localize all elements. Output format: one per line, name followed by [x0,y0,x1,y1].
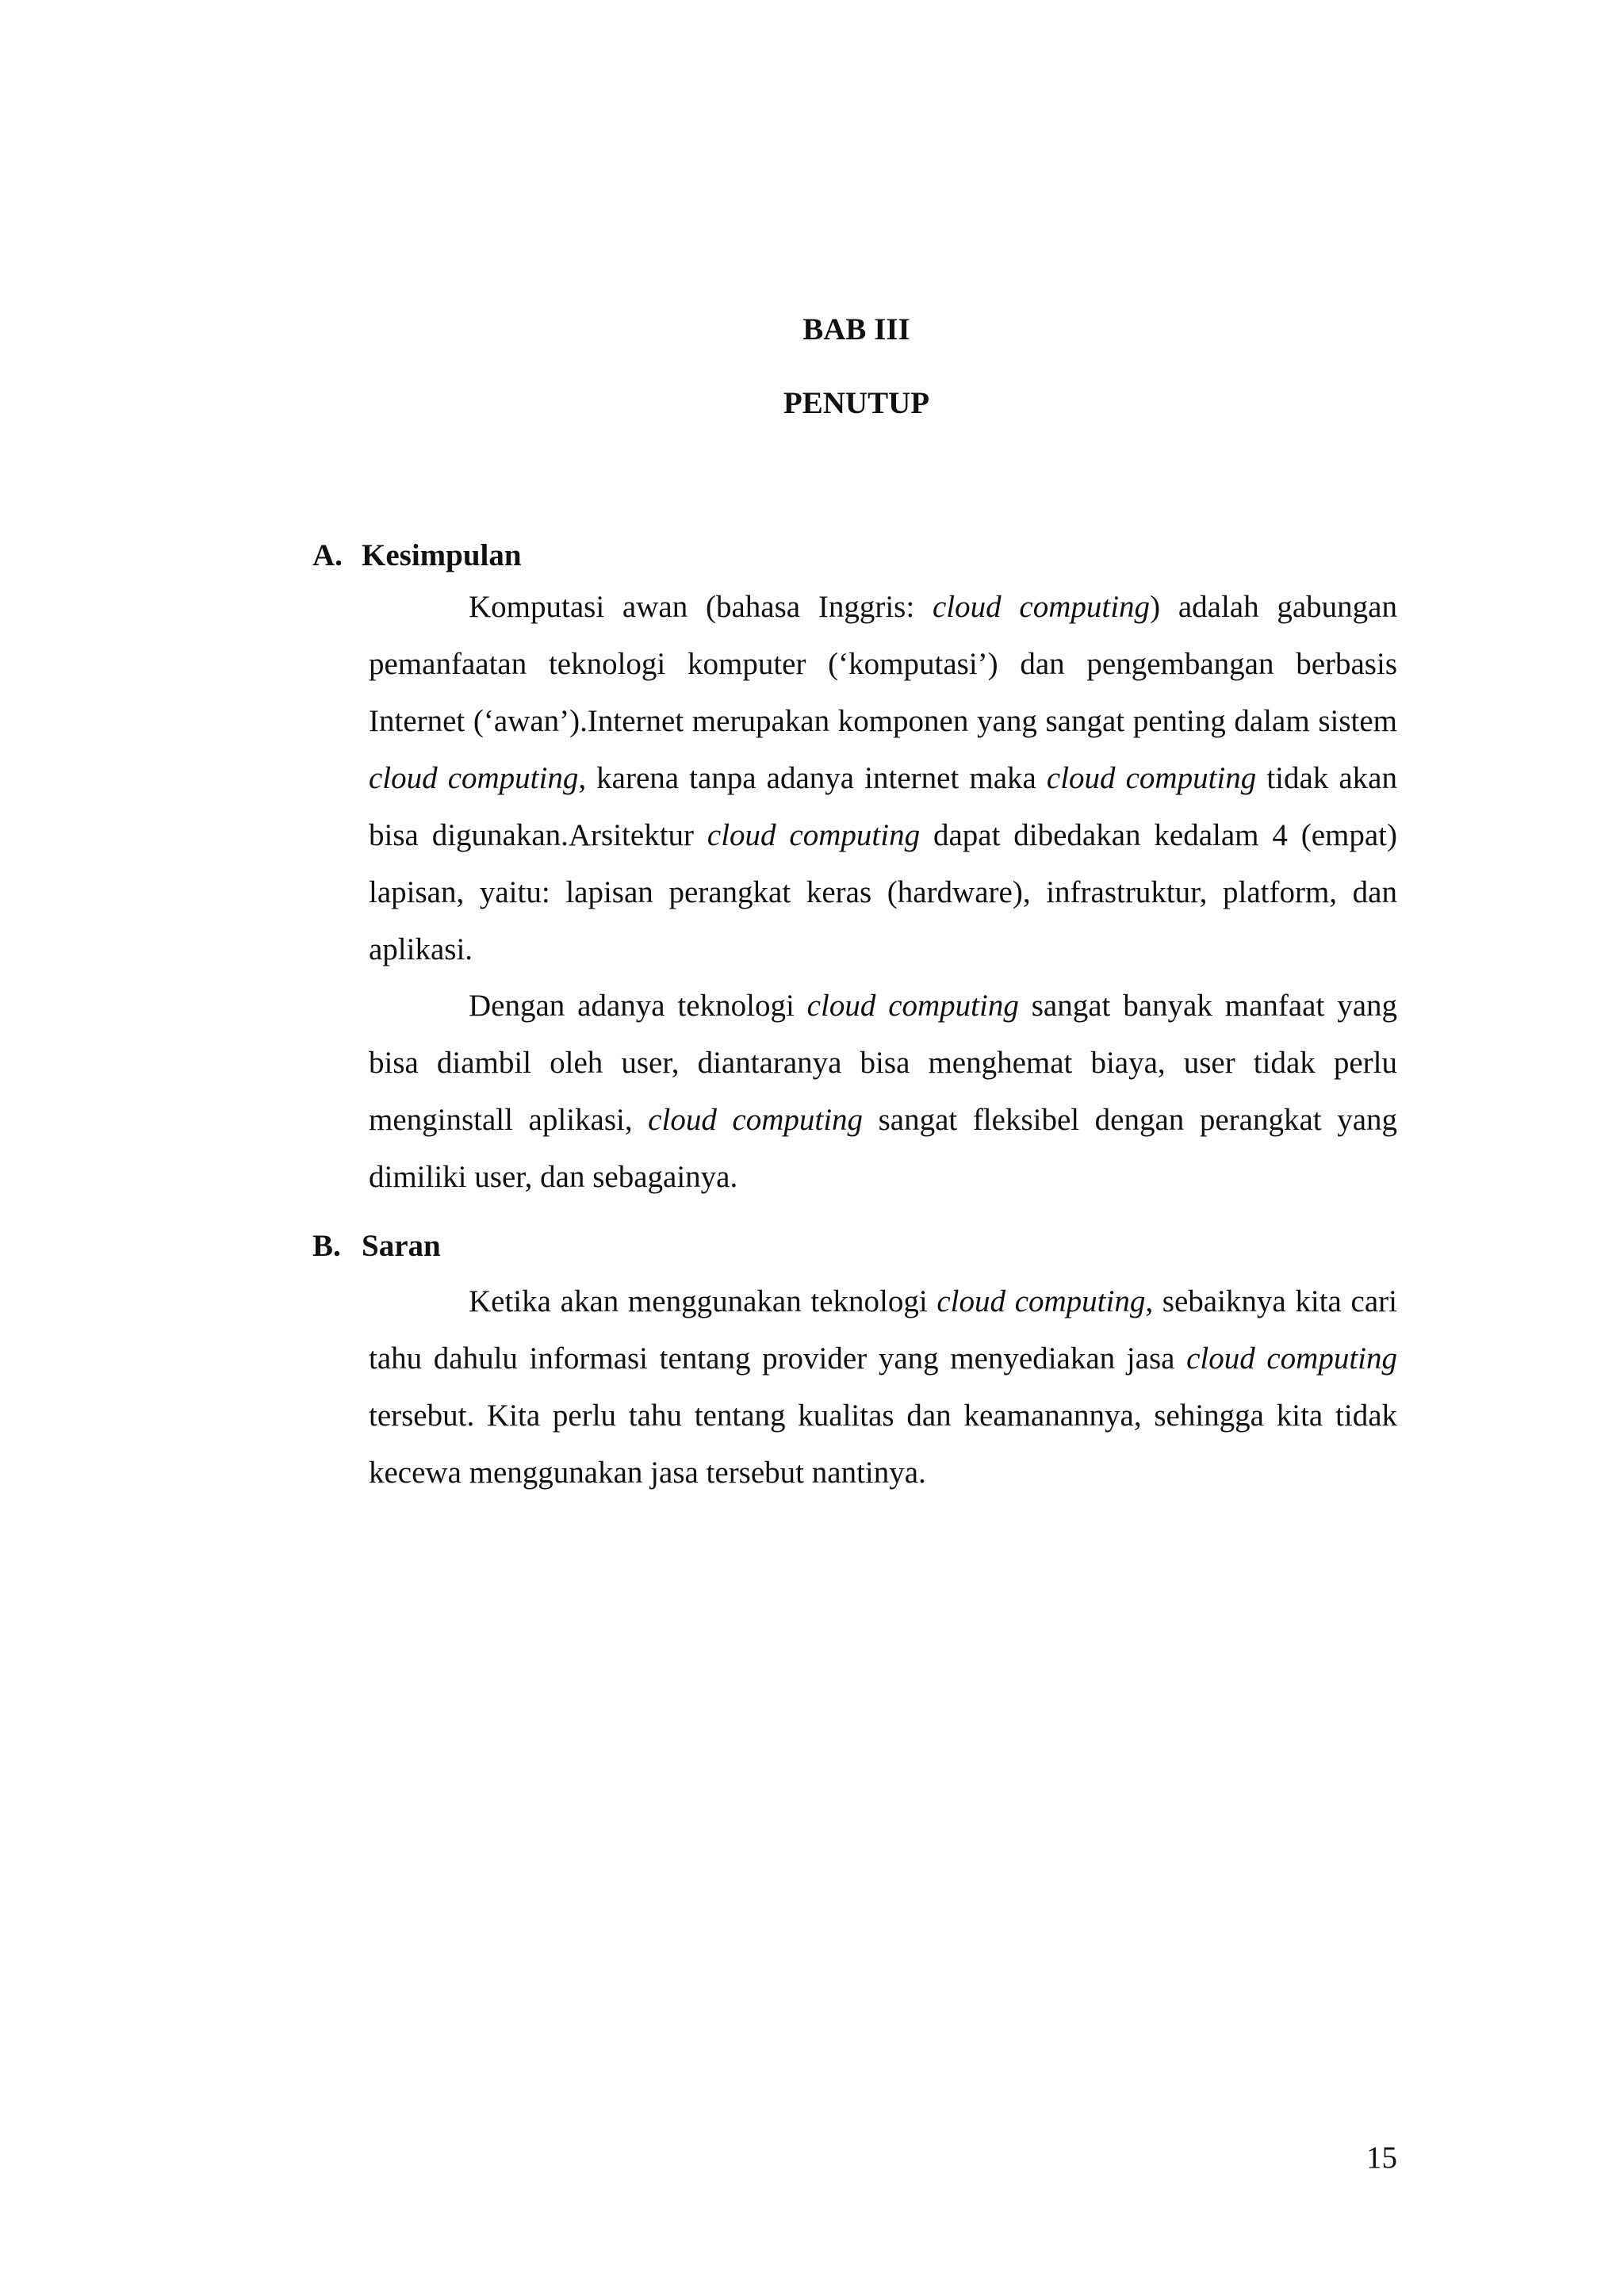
text-run: Komputasi awan (bahasa Inggris: [469,590,933,624]
text-run: , sebaiknya kita cari tahu dahulu informasi tentang provider yang menyediakan jasa [369,1284,1397,1376]
page-number: 15 [1366,2141,1397,2175]
text-run: Dengan adanya teknologi [469,989,807,1023]
chapter-title: PENUTUP [783,386,930,420]
text-run: tidak akan bisa digunakan.Arsitektur [369,761,1397,852]
italic-term: cloud computing [369,761,579,795]
section-title: Saran [362,1229,441,1263]
section-heading-kesimpulan [312,540,522,571]
section-letter: B. [312,1229,341,1263]
italic-term: cloud computing [1186,1341,1397,1376]
text-run: ) adalah gabungan pemanfaatan teknologi komputer (‘komputasi’) dan pengembangan berbasis Internet (‘awan’).Internet merupakan komponen yang sangat penting dalam sistem [369,590,1397,738]
italic-term: cloud computing [932,590,1151,624]
text-run: Ketika akan menggunakan teknologi [469,1284,937,1318]
text-run: dapat dibedakan kedalam 4 (empat) lapisan, yaitu: lapisan perangkat keras (hardware), infrastruktur, platform, dan aplikasi. [369,818,1398,966]
italic-term: cloud computing [648,1103,864,1137]
kesimpulan-paragraph-1 [369,579,1397,978]
section-heading-saran [312,1230,441,1261]
italic-term: cloud computing [806,989,1019,1023]
kesimpulan-paragraph-2 [369,978,1397,1206]
section-letter: A. [312,538,343,572]
italic-term: cloud computing [1046,761,1257,795]
chapter-number: BAB III [802,312,910,346]
section-title: Kesimpulan [362,538,522,572]
italic-term: cloud computing [707,818,921,852]
italic-term: cloud computing [936,1284,1146,1318]
text-run: tersebut. Kita perlu tahu tentang kualitas dan keamanannya, sehingga kita tidak kecewa menggunakan jasa tersebut nantinya. [369,1399,1397,1490]
text-run: sangat fleksibel dengan perangkat yang dimiliki user, dan sebagainya. [369,1103,1398,1194]
saran-paragraph-1 [369,1273,1397,1502]
text-run: , karena tanpa adanya internet maka [578,761,1047,795]
text-run: sangat banyak manfaat yang bisa diambil oleh user, diantaranya bisa menghemat biaya, user tidak perlu menginstall aplikasi, [369,989,1398,1137]
